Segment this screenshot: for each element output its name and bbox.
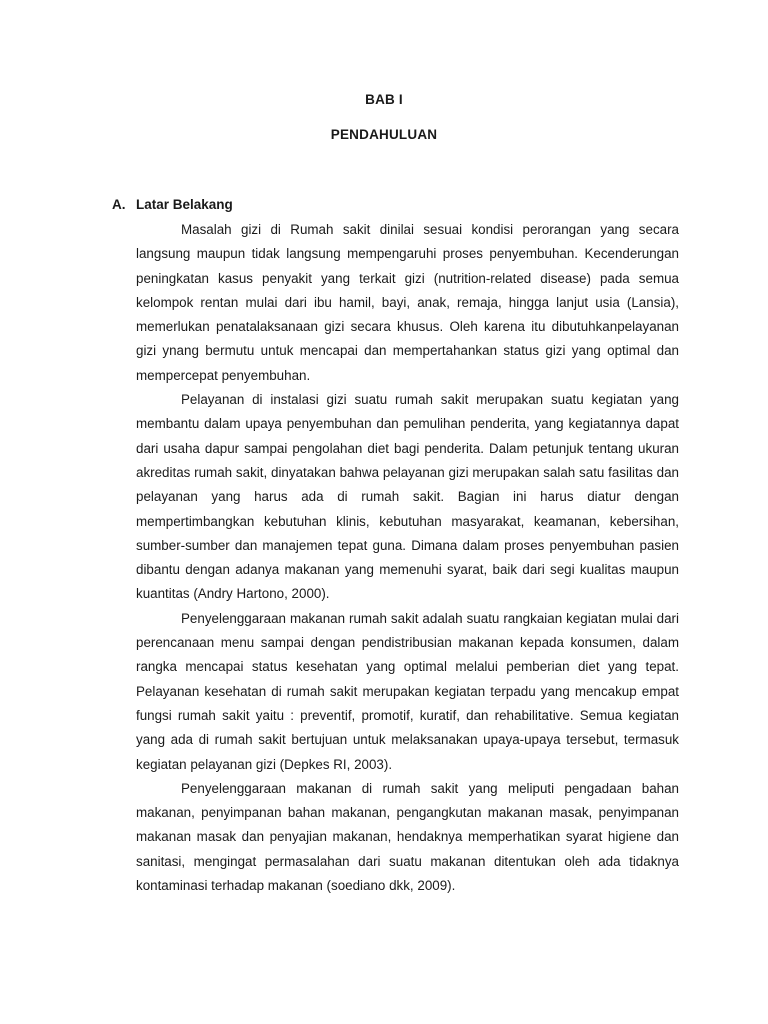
paragraph: Penyelenggaraan makanan rumah sakit adalah suatu rangkaian kegiatan mulai dari perencanaan menu sampai dengan pendistribusian makanan kepada konsumen, dalam rangka mencapai status kesehatan yang optimal melalui pemberian diet yang tepat. Pelayanan kesehatan di rumah sakit merupakan kegiatan terpadu yang mencakup empat fungsi rumah sakit yaitu : preventif, promotif, kuratif, dan rehabilitative. Semua kegiatan yang ada di rumah sakit bertujuan untuk melaksanakan upaya-upaya tersebut, termasuk kegiatan pelayanan gizi (Depkes RI, 2003). bbox=[136, 610, 679, 772]
paragraph: Penyelenggaraan makanan di rumah sakit yang meliputi pengadaan bahan makanan, penyimpanan bahan makanan, pengangkutan makanan masak, penyimpanan makanan masak dan penyajian makanan, hendaknya memperhatikan syarat higiene dan sanitasi, mengingat permasalahan dari suatu makanan ditentukan oleh ada tidaknya kontaminasi terhadap makanan (soediano dkk, 2009). bbox=[136, 780, 679, 894]
section-heading bbox=[112, 197, 233, 212]
body-text bbox=[136, 218, 679, 898]
chapter-number: BAB I bbox=[365, 92, 403, 107]
paragraph: Pelayanan di instalasi gizi suatu rumah sakit merupakan suatu kegiatan yang membantu dalam upaya penyembuhan dan pemulihan penderita, yang kegiatannya dapat dari usaha dapur sampai pengolahan diet bagi penderita. Dalam petunjuk tentang ukuran akreditas rumah sakit, dinyatakan bahwa pelayanan gizi merupakan salah satu fasilitas dan pelayanan yang harus ada di rumah sakit. Bagian ini harus diatur dengan mempertimbangkan kebutuhan klinis, kebutuhan masyarakat, keamanan, kebersihan, sumber-sumber dan manajemen tepat guna. Dimana dalam proses penyembuhan pasien dibantu dengan adanya makanan yang memenuhi syarat, baik dari segi kualitas maupun kuantitas (Andry Hartono, 2000). bbox=[136, 392, 679, 602]
chapter-title: PENDAHULUAN bbox=[330, 127, 438, 142]
paragraph: Masalah gizi di Rumah sakit dinilai sesuai kondisi perorangan yang secara langsung maupun tidak langsung mempengaruhi proses penyembuhan. Kecenderungan peningkatan kasus penyakit yang terkait gizi (nutrition-related disease) pada semua kelompok rentan mulai dari ibu hamil, bayi, anak, remaja, hingga lanjut usia (Lansia), memerlukan penatalaksanaan gizi secara khusus. Oleh karena itu dibutuhkanpelayanan gizi ynang bermutu untuk mencapai dan mempertahankan status gizi yang optimal dan mempercepat penyembuhan. bbox=[136, 222, 679, 383]
section-marker: A. bbox=[112, 197, 126, 212]
section-title: Latar Belakang bbox=[136, 197, 233, 212]
